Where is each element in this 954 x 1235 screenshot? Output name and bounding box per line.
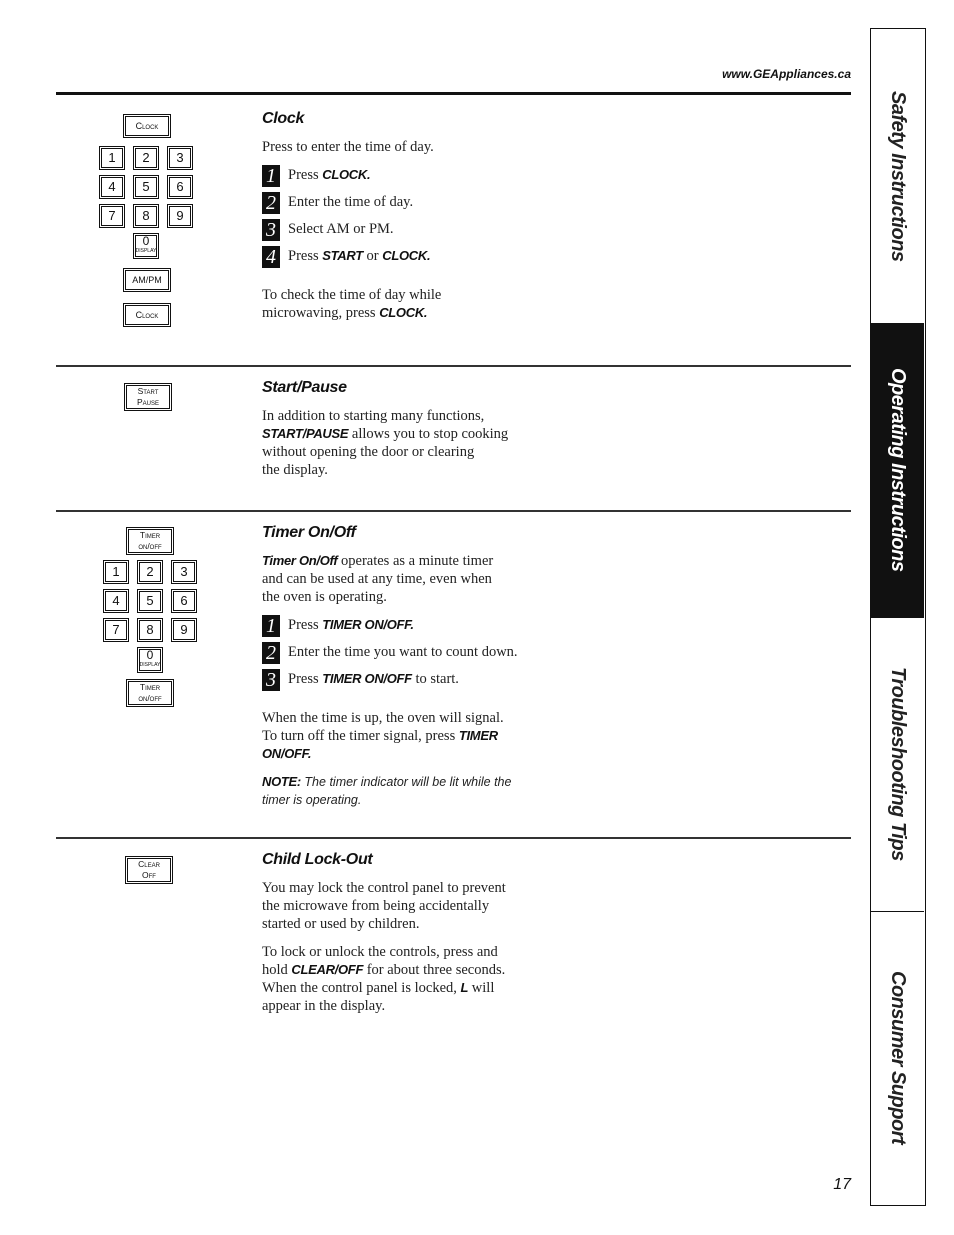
tab-label: Troubleshooting Tips [887, 667, 909, 861]
digit-key: 7 [103, 618, 129, 642]
digit-key: 9 [171, 618, 197, 642]
timer-step [262, 670, 572, 697]
timer-intro [262, 552, 572, 606]
timer-steps [262, 616, 572, 697]
timer-on-off-key [126, 527, 174, 555]
timer-step [262, 616, 572, 643]
step-text: or [362, 248, 383, 264]
note-label: NOTE: [262, 774, 301, 789]
clock-intro: Press to enter the time of day. [262, 139, 434, 155]
start-pause-text [262, 407, 562, 479]
section-sidebar [870, 28, 926, 1206]
clock-heading: Clock [262, 110, 305, 127]
digit-key: 4 [103, 589, 129, 613]
child-lock-heading: Child Lock-Out [262, 851, 373, 868]
zero-display-key [133, 233, 159, 259]
digit-key: 9 [167, 204, 193, 228]
text-line: for about three seconds. [363, 962, 506, 978]
text-line: To check the time of day while [262, 287, 442, 303]
key-label: Timer [139, 530, 161, 540]
digit-key: 4 [99, 175, 125, 199]
tab-label: Operating Instructions [887, 368, 909, 572]
text-line: the microwave from being accidentally [262, 898, 490, 914]
start-pause-heading: Start/Pause [262, 379, 347, 396]
timer-section [262, 524, 572, 809]
step-number: 3 [262, 669, 280, 691]
step-text: Press [288, 248, 323, 264]
digit-key: 8 [137, 618, 163, 642]
step-bold: START [322, 248, 363, 263]
step-text: Enter the time you want to count down. [288, 644, 518, 660]
key-label: Clear [138, 859, 160, 869]
text-line: without opening the door or clearing [262, 444, 475, 460]
section-divider [56, 365, 851, 367]
display-label: DISPLAY [139, 662, 161, 668]
tab-label: Consumer Support [887, 970, 909, 1145]
tab-troubleshooting-tips[interactable] [871, 617, 924, 912]
digit-label: 0 [146, 648, 154, 662]
text-line: When the control panel is locked, [262, 980, 461, 996]
clock-key: Clock [123, 114, 171, 138]
digit-key: 3 [167, 146, 193, 170]
text-line: microwaving, press [262, 305, 380, 321]
timer-signal-text [262, 709, 572, 763]
bold-text: CLOCK. [379, 305, 428, 320]
start-pause-section [262, 379, 562, 489]
text-line: In addition to starting many functions, [262, 408, 485, 424]
text-line: appear in the display. [262, 998, 386, 1014]
text-line: When the time is up, the oven will signal. [262, 710, 504, 726]
digit-key: 6 [167, 175, 193, 199]
am-pm-key: AM/PM [123, 268, 171, 292]
step-text: Select AM or PM. [288, 221, 394, 237]
digit-key: 2 [133, 146, 159, 170]
digit-key: 8 [133, 204, 159, 228]
text-line: allows you to stop cooking [348, 426, 509, 442]
bold-text: L [460, 980, 469, 995]
digit-key: 3 [171, 560, 197, 584]
timer-step [262, 643, 572, 670]
child-lock-p2 [262, 943, 562, 1015]
child-lock-p1 [262, 879, 562, 933]
step-number: 1 [262, 615, 280, 637]
key-label: Timer [139, 682, 161, 692]
text-line: To turn off the timer signal, press [262, 728, 459, 744]
text-line: The timer indicator will be lit while the [300, 775, 512, 789]
step-text: Press [288, 167, 323, 183]
text-line: the display. [262, 462, 328, 478]
tab-consumer-support[interactable] [871, 911, 924, 1204]
text-line: started or used by children. [262, 916, 420, 932]
step-bold: CLOCK. [322, 167, 371, 182]
clock-step [262, 193, 562, 220]
step-number: 3 [262, 219, 280, 241]
top-rule [56, 92, 851, 95]
clock-check-text [262, 286, 562, 322]
text-line: To lock or unlock the controls, press and [262, 944, 498, 960]
step-number: 4 [262, 246, 280, 268]
start-pause-key [124, 383, 172, 411]
display-label: DISPLAY [135, 248, 157, 254]
step-number: 2 [262, 192, 280, 214]
step-text: Press [288, 617, 323, 633]
section-divider [56, 510, 851, 512]
digit-key: 7 [99, 204, 125, 228]
digit-key: 1 [99, 146, 125, 170]
text-line: the oven is operating. [262, 589, 387, 605]
tab-safety-instructions[interactable] [871, 29, 924, 324]
digit-key: 5 [133, 175, 159, 199]
bold-text: START/PAUSE [262, 426, 349, 441]
clock-steps [262, 166, 562, 274]
step-number: 2 [262, 642, 280, 664]
bold-text: TIMER [458, 728, 498, 743]
key-label: Off [142, 870, 156, 880]
text-line: and can be used at any time, even when [262, 571, 492, 587]
step-text: Press [288, 671, 323, 687]
text-line: timer is operating. [262, 793, 362, 807]
child-lock-section [262, 851, 562, 1025]
digit-key: 1 [103, 560, 129, 584]
text-line: operates as a minute timer [337, 553, 494, 569]
digit-key: 2 [137, 560, 163, 584]
clock-key: Clock [123, 303, 171, 327]
clock-step [262, 220, 562, 247]
clock-section [262, 110, 562, 332]
step-bold: CLOCK. [382, 248, 431, 263]
step-bold: TIMER ON/OFF. [322, 617, 414, 632]
key-label: Start [137, 386, 159, 396]
section-divider [56, 837, 851, 839]
clock-step [262, 166, 562, 193]
tab-operating-instructions[interactable] [871, 323, 924, 618]
header-url: www.GEAppliances.ca [722, 67, 851, 81]
key-label: Pause [136, 397, 159, 407]
timer-heading: Timer On/Off [262, 524, 356, 541]
bold-text: Timer On/Off [262, 553, 338, 568]
text-line: hold [262, 962, 292, 978]
bold-text: ON/OFF. [262, 746, 312, 761]
tab-label: Safety Instructions [887, 90, 909, 262]
step-number: 1 [262, 165, 280, 187]
page-number: 17 [833, 1176, 851, 1193]
clock-step [262, 247, 562, 274]
bold-text: CLEAR/OFF [291, 962, 364, 977]
text-line: You may lock the control panel to prevent [262, 880, 506, 896]
timer-note [262, 773, 572, 809]
key-label: on/off [138, 693, 162, 703]
digit-key: 6 [171, 589, 197, 613]
text-line: will [468, 980, 495, 996]
step-text: Enter the time of day. [288, 194, 414, 210]
zero-display-key [137, 647, 163, 673]
clear-off-key [125, 856, 173, 884]
digit-label: 0 [142, 234, 150, 248]
step-bold: TIMER ON/OFF [322, 671, 412, 686]
key-label: on/off [138, 541, 162, 551]
digit-key: 5 [137, 589, 163, 613]
step-text: to start. [411, 671, 459, 687]
timer-on-off-key [126, 679, 174, 707]
